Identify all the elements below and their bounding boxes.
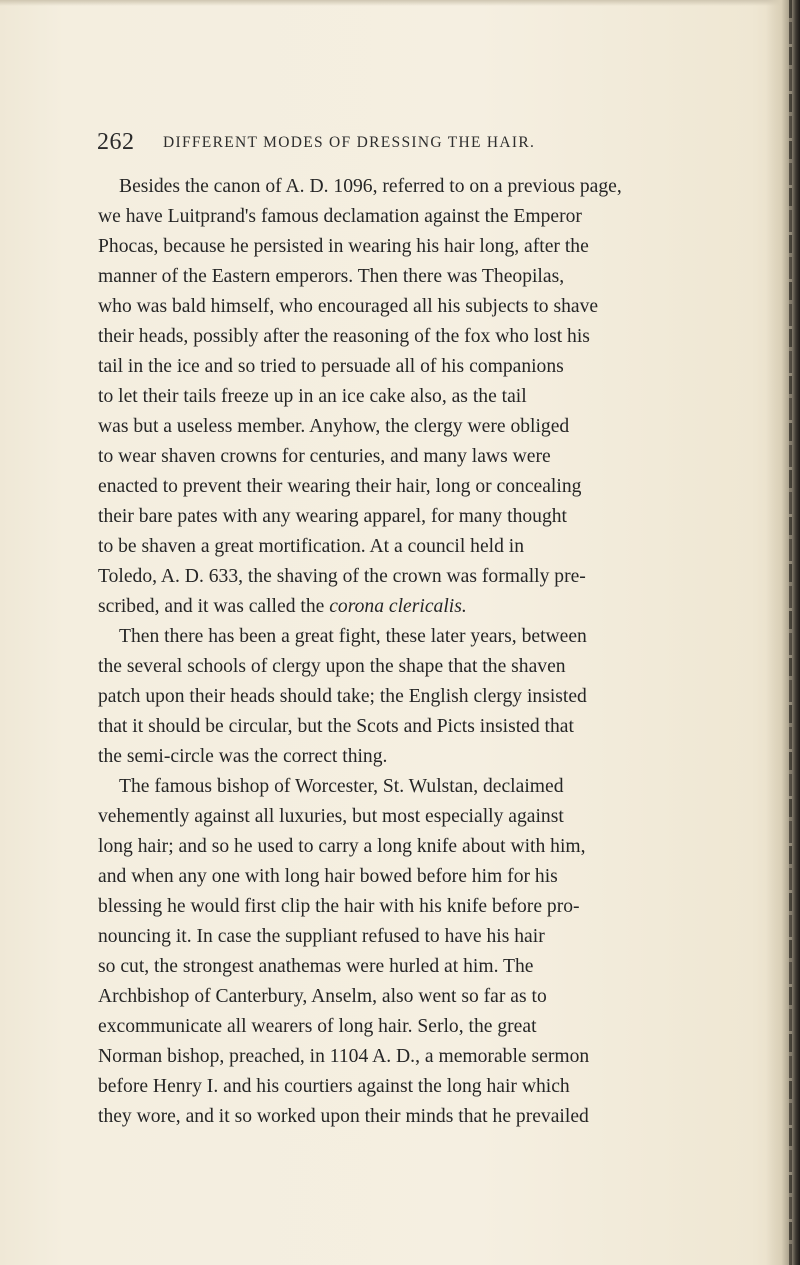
book-binding-edge	[766, 0, 800, 1265]
text-line: The famous bishop of Worcester, St. Wulstan, declaimed	[119, 776, 564, 797]
text-line: enacted to prevent their wearing their hair, long or concealing	[98, 476, 582, 497]
text-line: was but a useless member. Anyhow, the clergy were obliged	[98, 416, 570, 437]
body-text	[98, 172, 720, 1132]
text-line: to be shaven a great mortification. At a council held in	[98, 536, 525, 557]
text-line: Besides the canon of A. D. 1096, referred to on a previous page,	[119, 176, 622, 197]
text-line: blessing he would first clip the hair with his knife before pro-	[98, 896, 580, 917]
text-line: we have Luitprand's famous declamation against the Emperor	[98, 206, 582, 227]
text-line: long hair; and so he used to carry a long knife about with him,	[98, 836, 586, 857]
text-line: Phocas, because he persisted in wearing his hair long, after the	[98, 236, 589, 257]
text-line: patch upon their heads should take; the English clergy insisted	[98, 686, 587, 707]
text-line: they wore, and it so worked upon their minds that he prevailed	[98, 1106, 589, 1127]
text-line: vehemently against all luxuries, but most especially against	[98, 806, 564, 827]
text-line: excommunicate all wearers of long hair. Serlo, the great	[98, 1016, 537, 1037]
text-line: nouncing it. In case the suppliant refused to have his hair	[98, 926, 545, 947]
text-line: Archbishop of Canterbury, Anselm, also went so far as to	[98, 986, 547, 1007]
text-line: the several schools of clergy upon the shape that the shaven	[98, 656, 566, 677]
text-line: tail in the ice and so tried to persuade all of his companions	[98, 356, 564, 377]
text-line: so cut, the strongest anathemas were hurled at him. The	[98, 956, 534, 977]
text-line: Toledo, A. D. 633, the shaving of the crown was formally pre-	[98, 566, 586, 587]
text-line: their heads, possibly after the reasoning of the fox who lost his	[98, 326, 590, 347]
text-line-with-italic	[98, 592, 720, 622]
text-segment: scribed, and it was called the	[98, 596, 330, 617]
text-line: that it should be circular, but the Scots and Picts insisted that	[98, 716, 574, 737]
page-number: 262	[97, 129, 135, 155]
text-line: Norman bishop, preached, in 1104 A. D., a memorable sermon	[98, 1046, 590, 1067]
page-header	[97, 128, 657, 160]
page-stack-strip	[789, 0, 792, 1265]
text-line: Then there has been a great fight, these later years, between	[119, 626, 587, 647]
text-line: to wear shaven crowns for centuries, and many laws were	[98, 446, 551, 467]
page-top-edge	[0, 0, 800, 6]
text-line: to let their tails freeze up in an ice cake also, as the tail	[98, 386, 527, 407]
text-line: who was bald himself, who encouraged all his subjects to shave	[98, 296, 599, 317]
text-line: before Henry I. and his courtiers against the long hair which	[98, 1076, 570, 1097]
text-line: and when any one with long hair bowed before him for his	[98, 866, 558, 887]
text-line: their bare pates with any wearing apparel, for many thought	[98, 506, 567, 527]
text-line: the semi-circle was the correct thing.	[98, 746, 388, 767]
running-title: DIFFERENT MODES OF DRESSING THE HAIR.	[163, 134, 536, 151]
italic-term: corona clericalis.	[329, 596, 467, 617]
text-line: manner of the Eastern emperors. Then there was Theopilas,	[98, 266, 565, 287]
